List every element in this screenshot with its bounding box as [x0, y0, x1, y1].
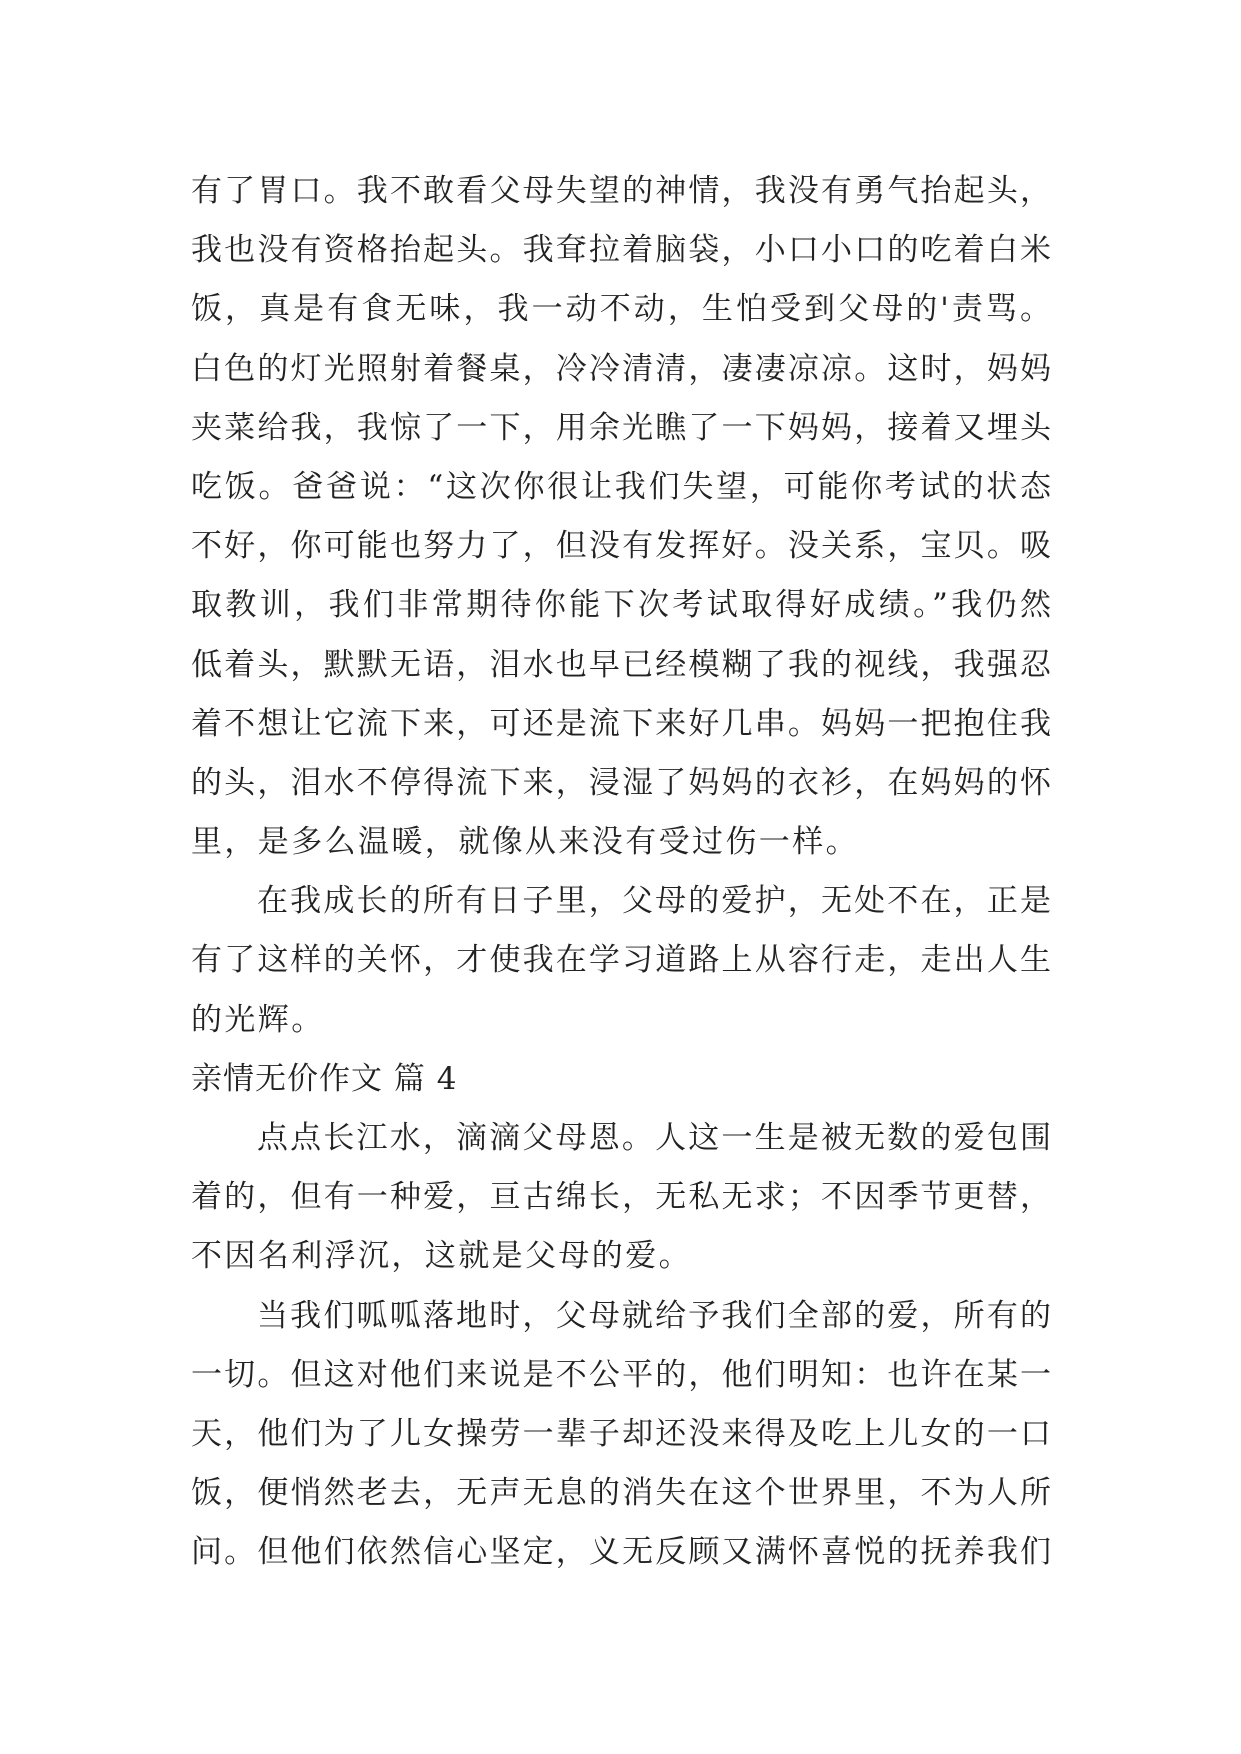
text-line: 不因名利浮沉，这就是父母的爱。 [191, 1238, 692, 1275]
paragraph [191, 162, 1051, 872]
text-line: 饭，便悄然老去，无声无息的消失在这个世界里，不为人所 [191, 1475, 1051, 1512]
paragraph [191, 1109, 1051, 1287]
text-line: 问。但他们依然信心坚定，义无反顾又满怀喜悦的抚养我们 [191, 1534, 1051, 1571]
text-line: 着的，但有一种爱，亘古绵长，无私无求；不因季节更替， [191, 1179, 1051, 1216]
text-line: 在我成长的所有日子里，父母的爱护，无处不在，正是 [257, 883, 1051, 920]
text-line: 里，是多么温暖，就像从来没有受过伤一样。 [191, 824, 859, 861]
text-line: 的头，泪水不停得流下来，浸湿了妈妈的衣衫，在妈妈的怀 [191, 764, 1051, 801]
text-line: 天，他们为了儿女操劳一辈子却还没来得及吃上儿女的一口 [191, 1415, 1051, 1452]
text-line: 饭，真是有食无味，我一动不动，生怕受到父母的'责骂。 [191, 291, 1051, 328]
text-line: 有了这样的关怀，才使我在学习道路上从容行走，走出人生 [191, 942, 1051, 979]
text-line: 夹菜给我，我惊了一下，用余光瞧了一下妈妈，接着又埋头 [191, 409, 1051, 446]
text-line: 一切。但这对他们来说是不公平的，他们明知：也许在某一 [191, 1356, 1051, 1393]
text-line: 当我们呱呱落地时，父母就给予我们全部的爱，所有的 [257, 1297, 1051, 1334]
text-line: 不好，你可能也努力了，但没有发挥好。没关系，宝贝。吸 [191, 528, 1051, 565]
text-line: 我也没有资格抬起头。我耷拉着脑袋，小口小口的吃着白米 [191, 232, 1051, 269]
text-line: 低着头，默默无语，泪水也早已经模糊了我的视线，我强忍 [191, 646, 1051, 683]
section-heading: 亲情无价作文 篇 4 [191, 1060, 458, 1097]
text-line: 取教训，我们非常期待你能下次考试取得好成绩。”我仍然 [191, 587, 1051, 624]
text-line: 有了胃口。我不敢看父母失望的神情，我没有勇气抬起头， [191, 173, 1051, 209]
document-body [191, 162, 1051, 1583]
text-line: 吃饭。爸爸说：“这次你很让我们失望，可能你考试的状态 [191, 468, 1051, 505]
paragraph [191, 1287, 1051, 1583]
text-line: 着不想让它流下来，可还是流下来好几串。妈妈一把抱住我 [191, 705, 1051, 742]
text-line: 白色的灯光照射着餐桌，冷冷清清，凄凄凉凉。这时，妈妈 [191, 350, 1051, 387]
paragraph [191, 872, 1051, 1050]
text-line: 点点长江水，滴滴父母恩。人这一生是被无数的爱包围 [257, 1120, 1051, 1156]
text-line: 的光辉。 [191, 1001, 325, 1038]
